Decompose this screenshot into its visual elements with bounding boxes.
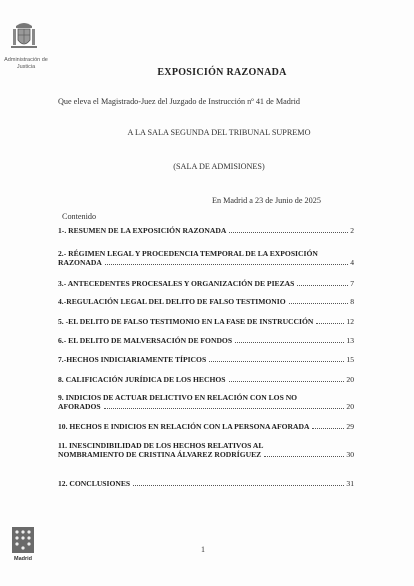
toc-entry-page: 31 bbox=[346, 479, 354, 488]
toc-entry-title: 8. CALIFICACIÓN JURÍDICA DE LOS HECHOS bbox=[58, 375, 226, 384]
toc-entry-title: 9. INDICIOS DE ACTUAR DELICTIVO EN RELACIÓN CON LOS NO bbox=[58, 393, 298, 402]
toc-entry bbox=[58, 226, 354, 235]
document-title: EXPOSICIÓN RAZONADA bbox=[157, 67, 287, 78]
madrid-logo-icon bbox=[12, 527, 34, 553]
toc-entry bbox=[58, 249, 354, 267]
toc-entry-title: 4.-REGULACIÓN LEGAL DEL DELITO DE FALSO TESTIMONIO bbox=[58, 297, 286, 306]
toc-entry-page: 8 bbox=[350, 297, 354, 306]
toc-entry-page: 15 bbox=[346, 355, 354, 364]
toc-entry bbox=[58, 422, 354, 431]
toc-entry bbox=[58, 297, 354, 306]
toc-entry-page: 4 bbox=[350, 258, 354, 267]
toc-entry bbox=[58, 355, 354, 364]
toc-entry bbox=[58, 479, 354, 488]
toc-entry-page: 20 bbox=[346, 402, 354, 411]
toc-entry-title-cont: NOMBRAMIENTO DE CRISTINA ÁLVAREZ RODRÍGUEZ bbox=[58, 450, 262, 459]
contents-heading: Contenido bbox=[62, 212, 97, 221]
institution-label: Administración de Justicia bbox=[4, 57, 48, 70]
toc-entry-title-cont: AFORADOS bbox=[58, 402, 101, 411]
toc-entry-title: 3.- ANTECEDENTES PROCESALES Y ORGANIZACIÓN DE PIEZAS bbox=[58, 279, 295, 288]
toc-entry-title: 1-. RESUMEN DE LA EXPOSICIÓN RAZONADA bbox=[58, 226, 227, 235]
toc-entry bbox=[58, 336, 354, 345]
madrid-logo-label: Madrid bbox=[13, 556, 33, 562]
coat-of-arms-icon bbox=[10, 20, 38, 52]
toc-entry bbox=[58, 375, 354, 384]
toc-entry-title: 2.- RÉGIMEN LEGAL Y PROCEDENCIA TEMPORAL DE LA EXPOSICIÓN bbox=[58, 249, 318, 258]
toc-entry-title-cont: RAZONADA bbox=[58, 258, 102, 267]
toc-entry-title: 12. CONCLUSIONES bbox=[58, 479, 131, 488]
toc-entry bbox=[58, 441, 354, 459]
page-number: 1 bbox=[201, 545, 205, 554]
toc-entry-title: 6.- EL DELITO DE MALVERSACIÓN DE FONDOS bbox=[58, 336, 233, 345]
toc-entry bbox=[58, 393, 354, 411]
addressee: A LA SALA SEGUNDA DEL TRIBUNAL SUPREMO bbox=[127, 128, 311, 137]
toc-entry-page: 2 bbox=[350, 226, 354, 235]
document-date: En Madrid a 23 de Junio de 2025 bbox=[212, 196, 321, 205]
toc-entry-page: 30 bbox=[346, 450, 354, 459]
toc-entry-page: 29 bbox=[346, 422, 354, 431]
toc-entry bbox=[58, 279, 354, 288]
toc-entry-page: 20 bbox=[346, 375, 354, 384]
toc-entry bbox=[58, 317, 354, 326]
document-subtitle: Que eleva el Magistrado-Juez del Juzgado de Instrucción nº 41 de Madrid bbox=[58, 97, 300, 106]
toc-entry-title: 10. HECHOS E INDICIOS EN RELACIÓN CON LA PERSONA AFORADA bbox=[58, 422, 310, 431]
toc-entry-page: 12 bbox=[346, 317, 354, 326]
toc-entry-title: 11. INESCINDIBILIDAD DE LOS HECHOS RELATIVOS AL bbox=[58, 441, 264, 450]
toc-entry-page: 7 bbox=[350, 279, 354, 288]
toc-entry-title: 5. -EL DELITO DE FALSO TESTIMONIO EN LA FASE DE INSTRUCCIÓN bbox=[58, 317, 314, 326]
toc-entry-title: 7.-HECHOS INDICIARIAMENTE TÍPICOS bbox=[58, 355, 207, 364]
toc-entry-page: 13 bbox=[346, 336, 354, 345]
section-label: (SALA DE ADMISIONES) bbox=[173, 162, 265, 171]
